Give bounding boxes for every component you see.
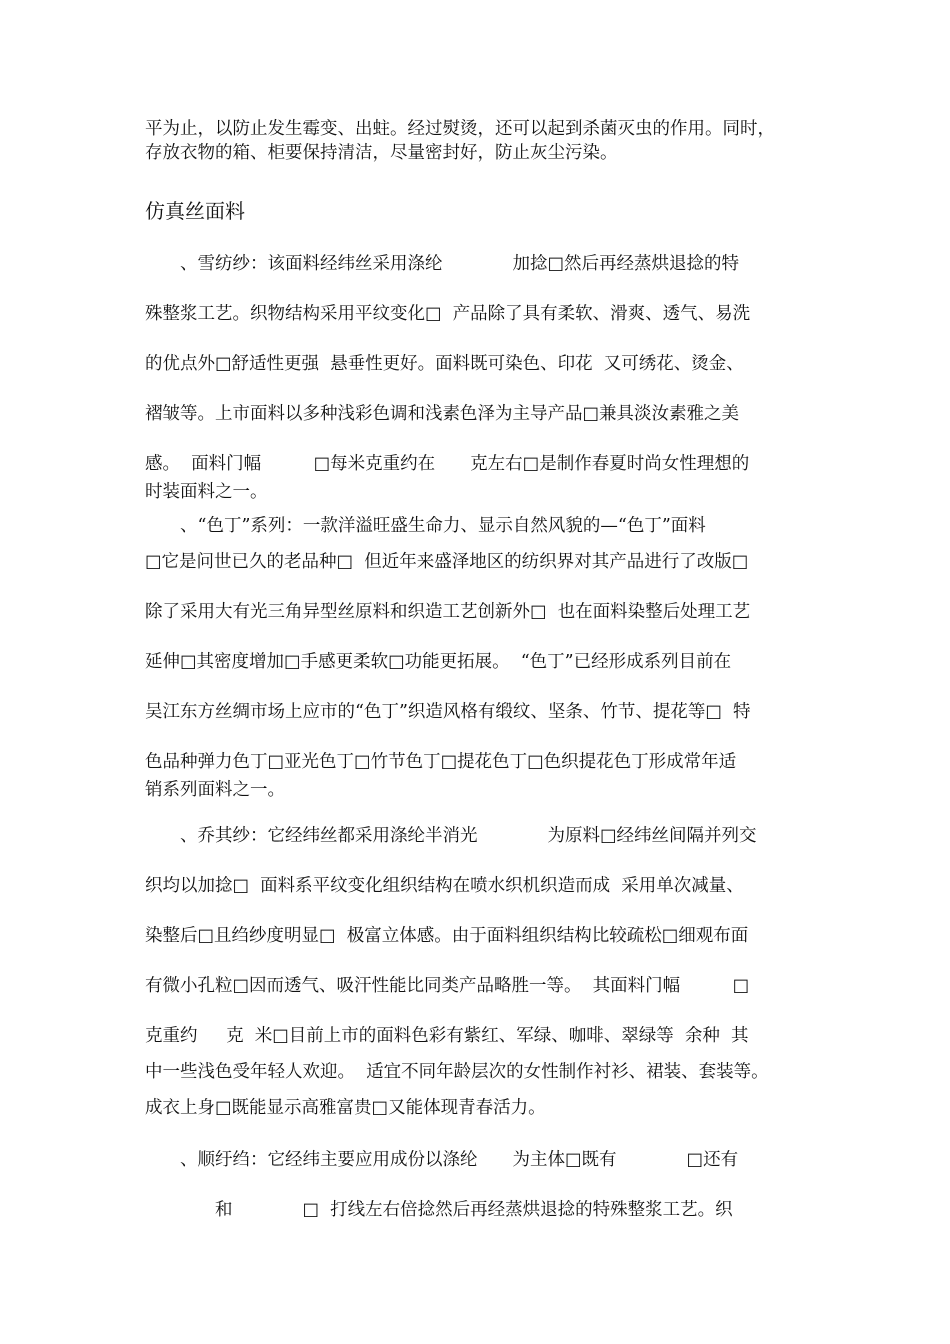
paragraph-line: 的优点外□舒适性更强 悬垂性更好。面料既可染色、印花 又可绣花、烫金、 bbox=[145, 354, 744, 374]
paragraph-line: 染整后□且绉纱度明显□ 极富立体感。由于面料组织结构比较疏松□细观布面 bbox=[145, 926, 749, 946]
paragraph-line: 织均以加捻□ 面料系平纹变化组织结构在喷水织机织造而成 采用单次减量、 bbox=[145, 876, 744, 896]
paragraph-line: 感。 面料门幅 □每米克重约在 克左右□是制作春夏时尚女性理想的 bbox=[145, 454, 750, 474]
paragraph-line: 褶皱等。上市面料以多种浅彩色调和浅素色泽为主导产品□兼具淡汝素雅之美 bbox=[145, 404, 740, 424]
paragraph-line: 、“色丁”系列：一款洋溢旺盛生命力、显示自然风貌的—“色丁”面料 bbox=[180, 516, 706, 536]
paragraph-line: 殊整浆工艺。织物结构采用平纹变化□ 产品除了具有柔软、滑爽、透气、易洗 bbox=[145, 304, 751, 324]
paragraph-line: 销系列面料之一。 bbox=[145, 780, 285, 800]
text-line: 存放衣物的箱、柜要保持清洁，尽量密封好，防止灰尘污染。 bbox=[145, 143, 618, 163]
paragraph-line: 中一些浅色受年轻人欢迎。 适宜不同年龄层次的女性制作衬衫、裙装、套装等。 bbox=[145, 1062, 769, 1082]
paragraph-line: 色品种弹力色丁□亚光色丁□竹节色丁□提花色丁□色织提花色丁形成常年适 bbox=[145, 752, 737, 772]
paragraph-line: 和 □ 打线左右倍捻然后再经蒸烘退捻的特殊整浆工艺。织 bbox=[215, 1200, 733, 1220]
paragraph-line: 延伸□其密度增加□手感更柔软□功能更拓展。 “色丁”已经形成系列目前在 bbox=[145, 652, 732, 672]
paragraph-line: 有微小孔粒□因而透气、吸汗性能比同类产品略胜一等。 其面料门幅 □ bbox=[145, 976, 750, 996]
text-line: 平为止，以防止发生霉变、出蛀。经过熨烫，还可以起到杀菌灭虫的作用。同时， bbox=[145, 119, 775, 139]
paragraph-line: 吴江东方丝绸市场上应市的“色丁”织造风格有缎纹、坚条、竹节、提花等□ 特 bbox=[145, 702, 751, 722]
section-heading: 仿真丝面料 bbox=[145, 199, 245, 223]
paragraph-line: 成衣上身□既能显示高雅富贵□又能体现青春活力。 bbox=[145, 1098, 546, 1118]
paragraph-line: 、乔其纱：它经纬丝都采用涤纶半消光 为原料□经纬丝间隔并列交 bbox=[180, 826, 757, 846]
paragraph-line: 、顺纡绉：它经纬主要应用成份以涤纶 为主体□既有 □还有 bbox=[180, 1150, 739, 1170]
paragraph-line: 、雪纺纱：该面料经纬丝采用涤纶 加捻□然后再经蒸烘退捻的特 bbox=[180, 254, 740, 274]
paragraph-line: 克重约 克 米□目前上市的面料色彩有紫红、军绿、咖啡、翠绿等 余种 其 bbox=[145, 1026, 749, 1046]
paragraph-line: 时装面料之一。 bbox=[145, 482, 268, 502]
paragraph-line: □它是问世已久的老品种□ 但近年来盛泽地区的纺织界对其产品进行了改版□ bbox=[145, 552, 749, 572]
paragraph-line: 除了采用大有光三角异型丝原料和织造工艺创新外□ 也在面料染整后处理工艺 bbox=[145, 602, 751, 622]
